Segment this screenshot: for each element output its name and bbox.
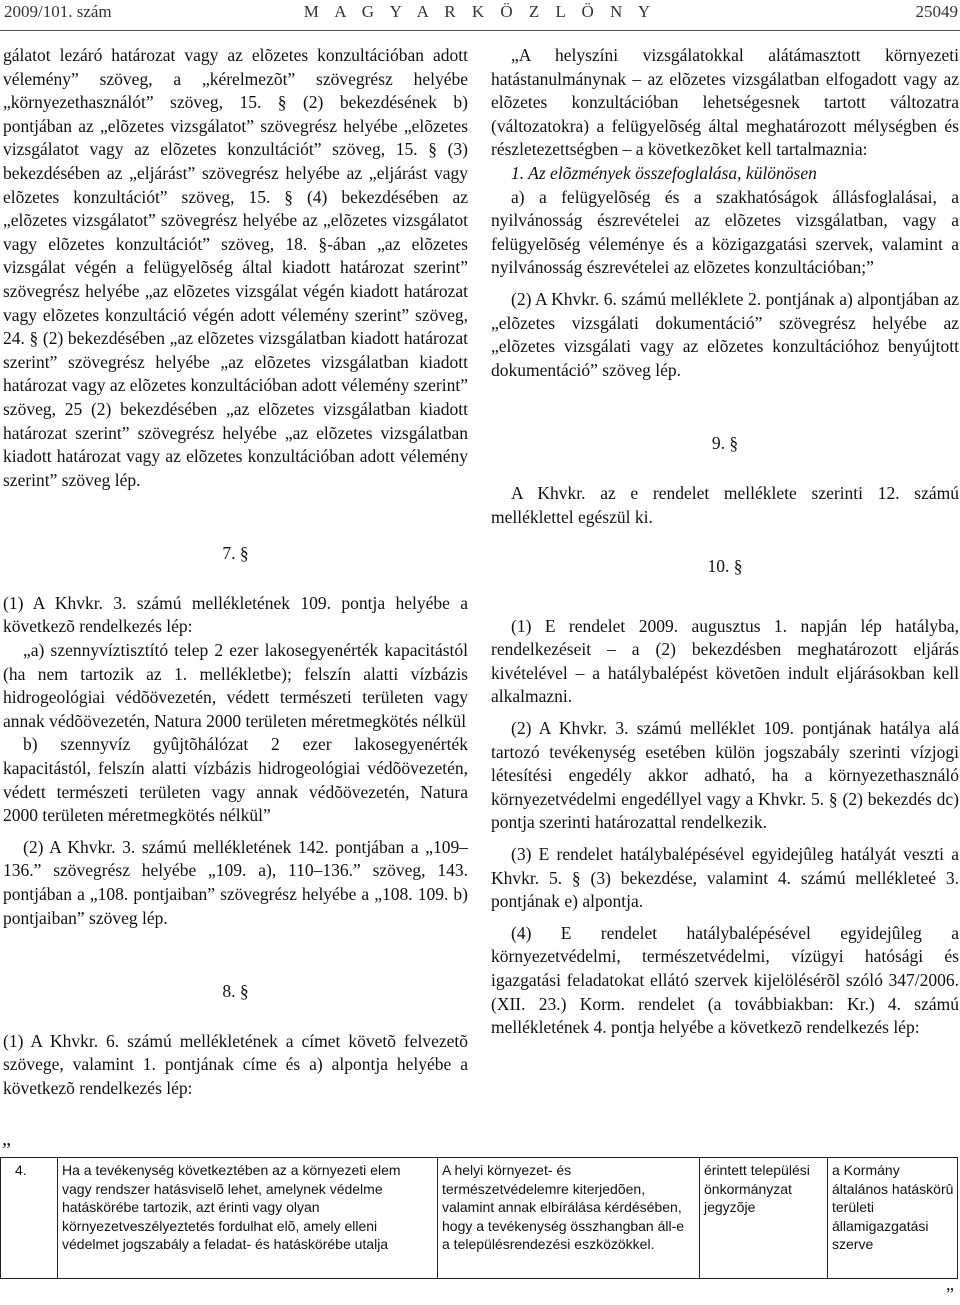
amendment-table [0, 1157, 958, 1279]
section-heading-9: 9. § [711, 433, 739, 454]
paragraph: (3) E rendelet hatálybalépésével egyidejûleg hatályát veszti a Khvkr. 5. § (3) bekezdése, valamint 4. számú mellékleteé 3. pontjának e) alpontja. [491, 844, 959, 912]
header-rule [0, 30, 960, 31]
paragraph: (4) E rendelet hatálybalépésével egyidejûleg a környezetvédelmi, természetvédelmi, vízügyi hatósági és igazgatási feladatokat ellátó szervek kijelölésérõl szóló 347/2006. (XII. 23.) Korm. rendelet (a továbbiakban: Kr.) 4. számú mellékletének 4. pontja helyébe a következõ rendelkezés lép: [491, 922, 959, 1038]
left-column [3, 44, 468, 1101]
paragraph: a) a felügyelõség és a szakhatóságok állásfoglalásai, a nyilvánosság észrevételei az elõzetes vizsgálatban, vagy a felügyelõség véleménye és a közigazgatási szervek, valamint a nyilvánosság észrevételei az elõzetes konzultációban;” [491, 186, 959, 278]
paragraph: gálatot lezáró határozat vagy az elõzetes konzultációban adott vélemény” szöveg, a „kérelmezõt” szövegrész helyébe „környezethasználót” szöveg, 15. § (2) bekezdésének b) pontjában az „elõzetes vizsgálatot” szövegrész helyébe „elõzetes vizsgálatot vagy az elõzetes konzultációt” szöveg, 15. § (3) bekezdésében az „eljárást” szövegrész helyébe az „eljárást vagy elõzetes konzultációt” szöveg, 15. § (4) bekezdésében az „elõzetes vizsgálatot” szövegrész helyébe az „elõzetes vizsgálatot vagy elõzetes konzultációt” szöveg, 18. §-ában „az elõzetes vizsgálat végén a felügyelõség által kiadott határozat szerint” szövegrész helyébe „az elõzetes vizsgálat végén kiadott határozat vagy elõzetes konzultáció végén adott vélemény szerint” szöveg, 24. § (2) bekezdésében „az elõzetes vizsgálatban kiadott határozat szerint” szövegrész helyébe „az elõzetes vizsgálatban kiadott határozat vagy az elõzetes konzultációban adott vélemény szerint” szöveg, 25 (2) bekezdésében „az elõzetes vizsgálatban kiadott határozat szerint” szövegrész helyébe „az elõzetes vizsgálatban kiadott határozat vagy az elõzetes konzultációban adott vélemény szerint” szöveg lép. [3, 45, 468, 490]
table-cell-scope: A helyi környezet- és természetvédelemre kiterjedõen, valamint annak elbírálása kérdésében, hogy a tevékenység összhangban áll-e a településrendezési eszközökkel. [437, 1158, 699, 1278]
paragraph: „A helyszíni vizsgálatokkal alátámasztott környezeti hatástanulmánynak – az elõzetes vizsgálatban elfogadott vagy az elõzetes konzultációban lehetségesnek tartott változatra (változatokra) a felügyelõség által meghatározott mélységben és részletezettségben – a következõket kell tartalmaznia: [491, 45, 959, 160]
table-cell-condition: Ha a tevékenység következtében az a környezeti elem vagy rendszer hatásviselõ lehet, amelynek védelme hatáskörébe tartozik, azt érinti vagy olyan környezetveszélyeztetés fordulhat elõ, amely elleni védelmet jogszabály a feladat- és hatáskörébe utalja [57, 1158, 437, 1278]
opening-quote: „ [2, 1128, 11, 1150]
paragraph: (2) A Khvkr. 6. számú melléklete 2. pontjának a) alpontjában az „elõzetes vizsgálati dokumentáció” szövegrész helyébe az „elõzetes vizsgálati vagy az elõzetes konzultációhoz benyújtott dokumentáció” szöveg lép. [491, 288, 959, 380]
table-cell-authority: érintett települési önkormányzat jegyzõje [699, 1158, 827, 1278]
paragraph: A Khvkr. az e rendelet melléklete szerinti 12. számú melléklettel egészül ki. [491, 482, 959, 527]
paragraph: (1) A Khvkr. 6. számú mellékletének a címet követõ felvezetõ szövege, valamint 1. pontjának címe és a) alpontja helyébe a következõ rendelkezés lép: [3, 1030, 468, 1098]
right-column [491, 44, 959, 1040]
section-heading-8: 8. § [222, 981, 249, 1002]
paragraph: 1. Az elõzmények összefoglalása, különösen [511, 162, 817, 183]
paragraph: (2) A Khvkr. 3. számú mellékletének 142. pontjában a „109–136.” szövegrész helyébe „109. a), 110–136.” szöveg, 143. pontjában a „108. pontjaiban” szövegrész helyébe a „108. 109. b) pontjaiban” szöveg lép. [3, 836, 468, 928]
journal-title: M A G Y A R K Ö Z L Ö N Y [303, 2, 657, 21]
closing-quote: ” [946, 1284, 954, 1304]
section-heading-10: 10. § [707, 556, 743, 577]
section-heading-7: 7. § [222, 543, 249, 564]
table-cell-number: 4. [15, 1162, 27, 1178]
paragraph: (1) A Khvkr. 3. számú mellékletének 109. pontja helyébe a következõ rendelkezés lép: [3, 592, 468, 637]
page-header [0, 0, 960, 30]
paragraph: (1) E rendelet 2009. augusztus 1. napján lép hatályba, rendelkezéseit – a (2) bekezdésben meghatározott eljárás kivételével – a hatálybalépést követõen indult eljárásokban kell alkalmazni. [491, 615, 959, 707]
table-cell-body: a Kormány általános hatáskörû területi államigazgatási szerve [827, 1158, 959, 1278]
paragraph: (2) A Khvkr. 3. számú melléklet 109. pontjának hatálya alá tartozó tevékenység esetében külön jogszabály szerinti vízjogi létesítési engedély akkor adható, ha a környezethasználó környezetvédelmi engedéllyel vagy a Khvkr. 5. § (2) bekezdés dc) pontja szerinti határozattal rendelkezik. [491, 718, 959, 833]
paragraph: b) szennyvíz gyûjtõhálózat 2 ezer lakosegyenérték kapacitástól, felszín alatti vízbázis hidrogeológiai védõövezetén, védett természeti területen vagy annak védõövezetén, Natura 2000 területen méretmegkötés nélkül” [3, 734, 468, 826]
paragraph: „a) szennyvíztisztító telep 2 ezer lakosegyenérték kapacitástól (ha nem tartozik az 1. mellékletbe); felszín alatti vízbázis hidrogeológiai védõövezetén, védett természeti területen vagy annak védõövezetén, Natura 2000 területen méretmegkötés nélkül [3, 640, 468, 731]
page-number: 25049 [915, 2, 958, 21]
issue-number: 2009/101. szám [4, 2, 112, 21]
